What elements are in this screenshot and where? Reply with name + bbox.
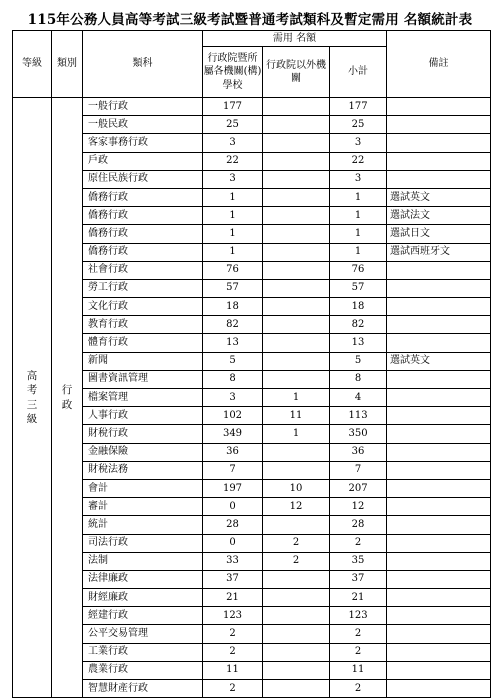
subject-cell: 原住民族行政 [83,170,203,188]
exec-count-cell: 0 [203,498,263,516]
remark-cell [387,98,491,116]
category-label: 行政 [61,384,73,411]
other-count-cell [263,516,330,534]
exec-count-cell: 2 [203,625,263,643]
subtotal-cell: 82 [330,316,387,334]
subject-cell: 勞工行政 [83,279,203,297]
other-count-cell [263,207,330,225]
exec-count-cell: 5 [203,352,263,370]
remark-cell [387,534,491,552]
other-count-cell [263,225,330,243]
exec-count-cell: 18 [203,298,263,316]
exec-count-cell: 11 [203,661,263,679]
remark-cell: 選試西班牙文 [387,243,491,261]
other-count-cell [263,589,330,607]
subtotal-cell: 2 [330,680,387,698]
other-count-cell [263,334,330,352]
exec-count-cell: 197 [203,479,263,497]
other-count-cell [263,298,330,316]
subtotal-cell: 21 [330,589,387,607]
remark-cell [387,625,491,643]
level-cell [13,98,52,698]
page-title: 115年公務人員高等考試三級考試暨普通考試類科及暫定需用 名額統計表 [27,12,473,28]
subject-cell: 審計 [83,498,203,516]
subtotal-cell: 22 [330,152,387,170]
table-row [13,643,491,661]
exec-count-cell: 28 [203,516,263,534]
exec-count-cell: 82 [203,316,263,334]
subject-cell: 公平交易管理 [83,625,203,643]
subtotal-cell: 37 [330,570,387,588]
subject-cell: 法制 [83,552,203,570]
table-body [13,98,491,698]
exec-count-cell: 1 [203,243,263,261]
subject-cell: 法律廉政 [83,570,203,588]
remark-cell [387,425,491,443]
exec-count-cell: 1 [203,207,263,225]
subject-cell: 司法行政 [83,534,203,552]
subject-cell: 智慧財產行政 [83,680,203,698]
exec-count-cell: 3 [203,389,263,407]
remark-cell [387,516,491,534]
exec-count-cell: 25 [203,116,263,134]
subtotal-cell: 2 [330,643,387,661]
subject-cell: 一般行政 [83,98,203,116]
exec-count-cell: 1 [203,188,263,206]
subject-cell: 農業行政 [83,661,203,679]
subject-cell: 財稅法務 [83,461,203,479]
table-row [13,516,491,534]
exec-count-cell: 21 [203,589,263,607]
table-row [13,625,491,643]
subject-cell: 僑務行政 [83,207,203,225]
remark-cell [387,316,491,334]
table-row [13,498,491,516]
table-row [13,298,491,316]
subject-cell: 人事行政 [83,407,203,425]
subject-cell: 僑務行政 [83,188,203,206]
header-subject: 類科 [83,31,203,98]
header-remarks: 備註 [387,31,491,98]
other-count-cell [263,98,330,116]
other-count-cell [263,279,330,297]
subject-cell: 工業行政 [83,643,203,661]
remark-cell [387,298,491,316]
table-row [13,243,491,261]
table-row [13,479,491,497]
subject-cell: 檔案管理 [83,389,203,407]
table-row [13,589,491,607]
table-row [13,352,491,370]
subtotal-cell: 123 [330,607,387,625]
subtotal-cell: 28 [330,516,387,534]
other-count-cell [263,680,330,698]
header-level: 等級 [13,31,52,98]
exec-count-cell: 57 [203,279,263,297]
subtotal-cell: 3 [330,134,387,152]
table-row [13,261,491,279]
table-row [13,443,491,461]
exec-count-cell: 2 [203,643,263,661]
other-count-cell [263,370,330,388]
remark-cell: 選試法文 [387,207,491,225]
exec-count-cell: 7 [203,461,263,479]
subtotal-cell: 35 [330,552,387,570]
table-row [13,389,491,407]
other-count-cell [263,570,330,588]
exec-count-cell: 1 [203,225,263,243]
other-count-cell [263,461,330,479]
other-count-cell: 2 [263,534,330,552]
remark-cell [387,570,491,588]
subtotal-cell: 25 [330,116,387,134]
exec-count-cell: 177 [203,98,263,116]
table-row [13,188,491,206]
other-count-cell: 1 [263,425,330,443]
exec-count-cell: 3 [203,170,263,188]
table-row [13,334,491,352]
table-row [13,570,491,588]
remark-cell [387,661,491,679]
exec-count-cell: 102 [203,407,263,425]
subject-cell: 一般民政 [83,116,203,134]
quota-table [12,30,491,698]
remark-cell [387,116,491,134]
subject-cell: 經建行政 [83,607,203,625]
remark-cell: 選試英文 [387,352,491,370]
subject-cell: 客家事務行政 [83,134,203,152]
exec-count-cell: 2 [203,680,263,698]
table-row [13,152,491,170]
other-count-cell [263,607,330,625]
table-row [13,170,491,188]
table-row [13,370,491,388]
subtotal-cell: 3 [330,170,387,188]
table-row [13,316,491,334]
header-category: 類別 [52,31,83,98]
subtotal-cell: 8 [330,370,387,388]
other-count-cell [263,261,330,279]
other-count-cell [263,134,330,152]
table-row [13,607,491,625]
subject-cell: 教育行政 [83,316,203,334]
subject-cell: 僑務行政 [83,243,203,261]
subject-cell: 會計 [83,479,203,497]
remark-cell [387,407,491,425]
subtotal-cell: 1 [330,225,387,243]
header-non-exec: 行政院以外機關 [263,47,330,98]
remark-cell [387,498,491,516]
other-count-cell [263,316,330,334]
other-count-cell: 2 [263,552,330,570]
subtotal-cell: 207 [330,479,387,497]
table-row [13,98,491,116]
other-count-cell [263,170,330,188]
other-count-cell: 12 [263,498,330,516]
other-count-cell [263,152,330,170]
remark-cell [387,134,491,152]
remark-cell [387,680,491,698]
exec-count-cell: 76 [203,261,263,279]
table-row [13,116,491,134]
table-row [13,407,491,425]
subtotal-cell: 1 [330,243,387,261]
exec-count-cell: 22 [203,152,263,170]
subject-cell: 金融保險 [83,443,203,461]
subject-cell: 僑務行政 [83,225,203,243]
exec-count-cell: 349 [203,425,263,443]
level-label: 高考三級 [26,370,38,425]
category-cell [52,98,83,698]
subject-cell: 財稅行政 [83,425,203,443]
exec-count-cell: 123 [203,607,263,625]
subtotal-cell: 13 [330,334,387,352]
subject-cell: 體育行政 [83,334,203,352]
exec-count-cell: 33 [203,552,263,570]
remark-cell: 選試英文 [387,188,491,206]
subject-cell: 戶政 [83,152,203,170]
remark-cell [387,443,491,461]
header-exec-yuan: 行政院暨所屬各機關(構)學校 [203,47,263,98]
remark-cell [387,589,491,607]
remark-cell [387,279,491,297]
remark-cell [387,479,491,497]
other-count-cell [263,188,330,206]
table-row [13,279,491,297]
subject-cell: 財經廉政 [83,589,203,607]
subject-cell: 文化行政 [83,298,203,316]
subtotal-cell: 76 [330,261,387,279]
subtotal-cell: 7 [330,461,387,479]
subject-cell: 社會行政 [83,261,203,279]
subtotal-cell: 5 [330,352,387,370]
other-count-cell [263,443,330,461]
other-count-cell [263,625,330,643]
subject-cell: 統計 [83,516,203,534]
remark-cell [387,152,491,170]
subtotal-cell: 4 [330,389,387,407]
subtotal-cell: 18 [330,298,387,316]
subtotal-cell: 57 [330,279,387,297]
remark-cell [387,643,491,661]
exec-count-cell: 8 [203,370,263,388]
header-subtotal: 小計 [330,47,387,98]
table-row [13,225,491,243]
remark-cell [387,461,491,479]
table-row [13,134,491,152]
other-count-cell [263,116,330,134]
subtotal-cell: 350 [330,425,387,443]
remark-cell: 選試日文 [387,225,491,243]
subtotal-cell: 2 [330,625,387,643]
table-row [13,534,491,552]
table-row [13,425,491,443]
subject-cell: 新聞 [83,352,203,370]
other-count-cell: 10 [263,479,330,497]
other-count-cell [263,661,330,679]
table-row [13,461,491,479]
subtotal-cell: 177 [330,98,387,116]
exec-count-cell: 3 [203,134,263,152]
exec-count-cell: 36 [203,443,263,461]
table-row [13,552,491,570]
subtotal-cell: 36 [330,443,387,461]
subtotal-cell: 1 [330,188,387,206]
subtotal-cell: 11 [330,661,387,679]
exec-count-cell: 13 [203,334,263,352]
remark-cell [387,334,491,352]
table-row [13,661,491,679]
remark-cell [387,261,491,279]
subtotal-cell: 1 [330,207,387,225]
remark-cell [387,552,491,570]
remark-cell [387,389,491,407]
other-count-cell [263,352,330,370]
exec-count-cell: 0 [203,534,263,552]
subtotal-cell: 2 [330,534,387,552]
other-count-cell [263,243,330,261]
remark-cell [387,170,491,188]
table-row [13,207,491,225]
subject-cell: 圖書資訊管理 [83,370,203,388]
header-demand-group: 需用 名額 [203,31,387,47]
table-row [13,680,491,698]
subtotal-cell: 12 [330,498,387,516]
exec-count-cell: 37 [203,570,263,588]
subtotal-cell: 113 [330,407,387,425]
remark-cell [387,370,491,388]
other-count-cell: 1 [263,389,330,407]
other-count-cell: 11 [263,407,330,425]
other-count-cell [263,643,330,661]
remark-cell [387,607,491,625]
